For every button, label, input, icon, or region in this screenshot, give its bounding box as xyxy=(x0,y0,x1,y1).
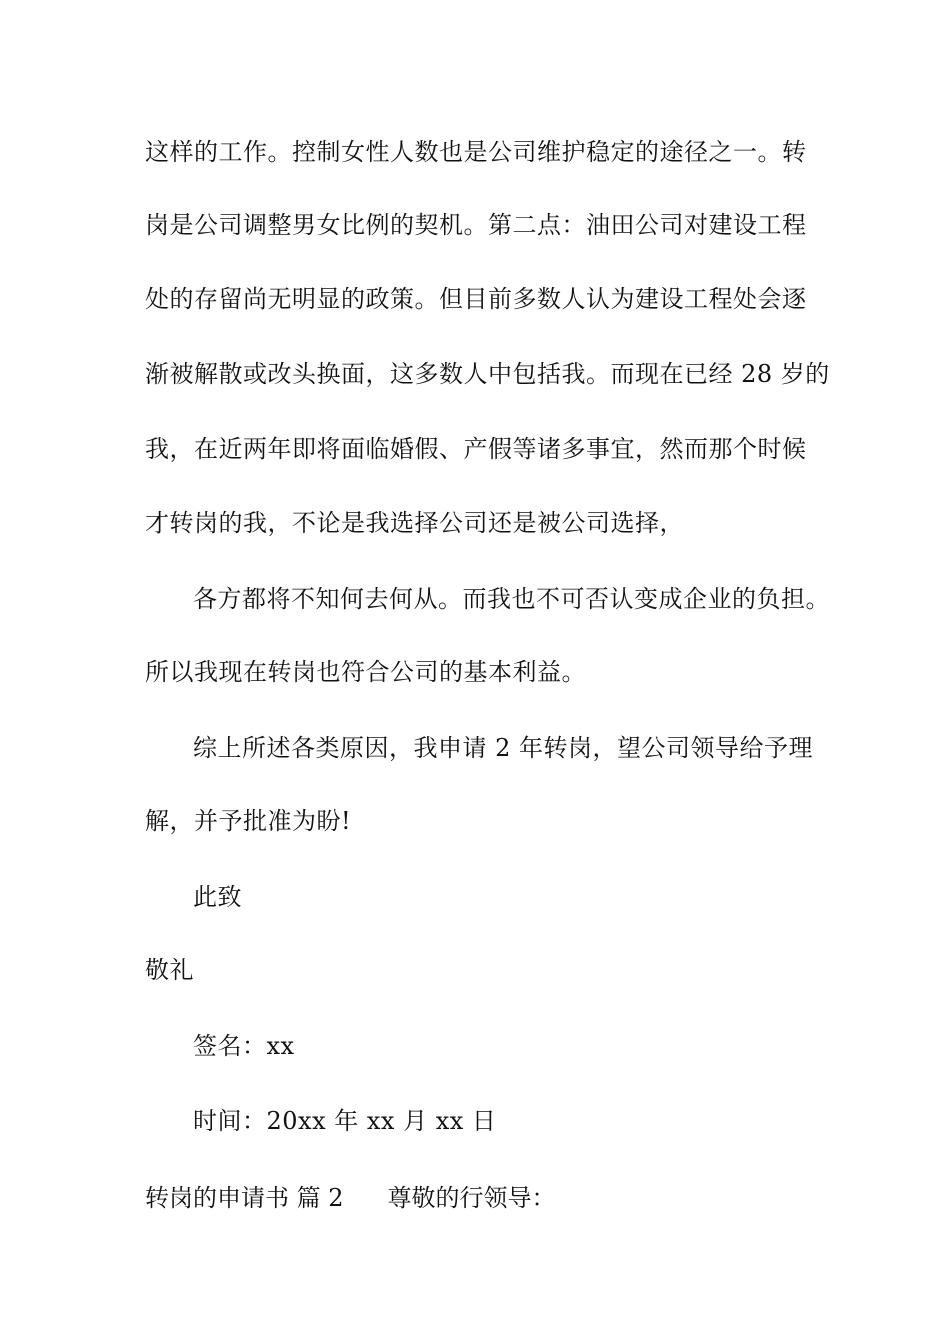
closing-salutation: 此致 xyxy=(193,883,242,911)
date-line: 时间：20xx 年 xx 月 xx 日 xyxy=(193,1107,497,1135)
signature-line: 签名：xx xyxy=(193,1032,295,1060)
section-greeting: 尊敬的行领导： xyxy=(387,1184,556,1212)
body-line-7: 各方都将不知何去何从。而我也不可否认变成企业的负担。 xyxy=(193,585,830,613)
body-line-9: 综上所述各类原因，我申请 2 年转岗，望公司领导给予理 xyxy=(193,734,814,762)
closing-respect: 敬礼 xyxy=(145,956,194,984)
body-line-10: 解，并予批准为盼! xyxy=(145,807,352,835)
body-line-1: 这样的工作。控制女性人数也是公司维护稳定的途径之一。转 xyxy=(145,138,807,166)
body-line-3: 处的存留尚无明显的政策。但目前多数人认为建设工程处会逐 xyxy=(145,285,807,313)
body-line-2: 岗是公司调整男女比例的契机。第二点：油田公司对建设工程 xyxy=(145,211,807,239)
body-line-6: 才转岗的我，不论是我选择公司还是被公司选择， xyxy=(145,509,684,537)
body-line-5: 我，在近两年即将面临婚假、产假等诸多事宜，然而那个时候 xyxy=(145,435,807,463)
body-line-4: 渐被解散或改头换面，这多数人中包括我。而现在已经 28 岁的 xyxy=(145,360,830,388)
body-line-8: 所以我现在转岗也符合公司的基本利益。 xyxy=(145,658,586,686)
section-title: 转岗的申请书 篇 2 xyxy=(145,1184,344,1212)
next-section-heading xyxy=(145,1183,556,1213)
